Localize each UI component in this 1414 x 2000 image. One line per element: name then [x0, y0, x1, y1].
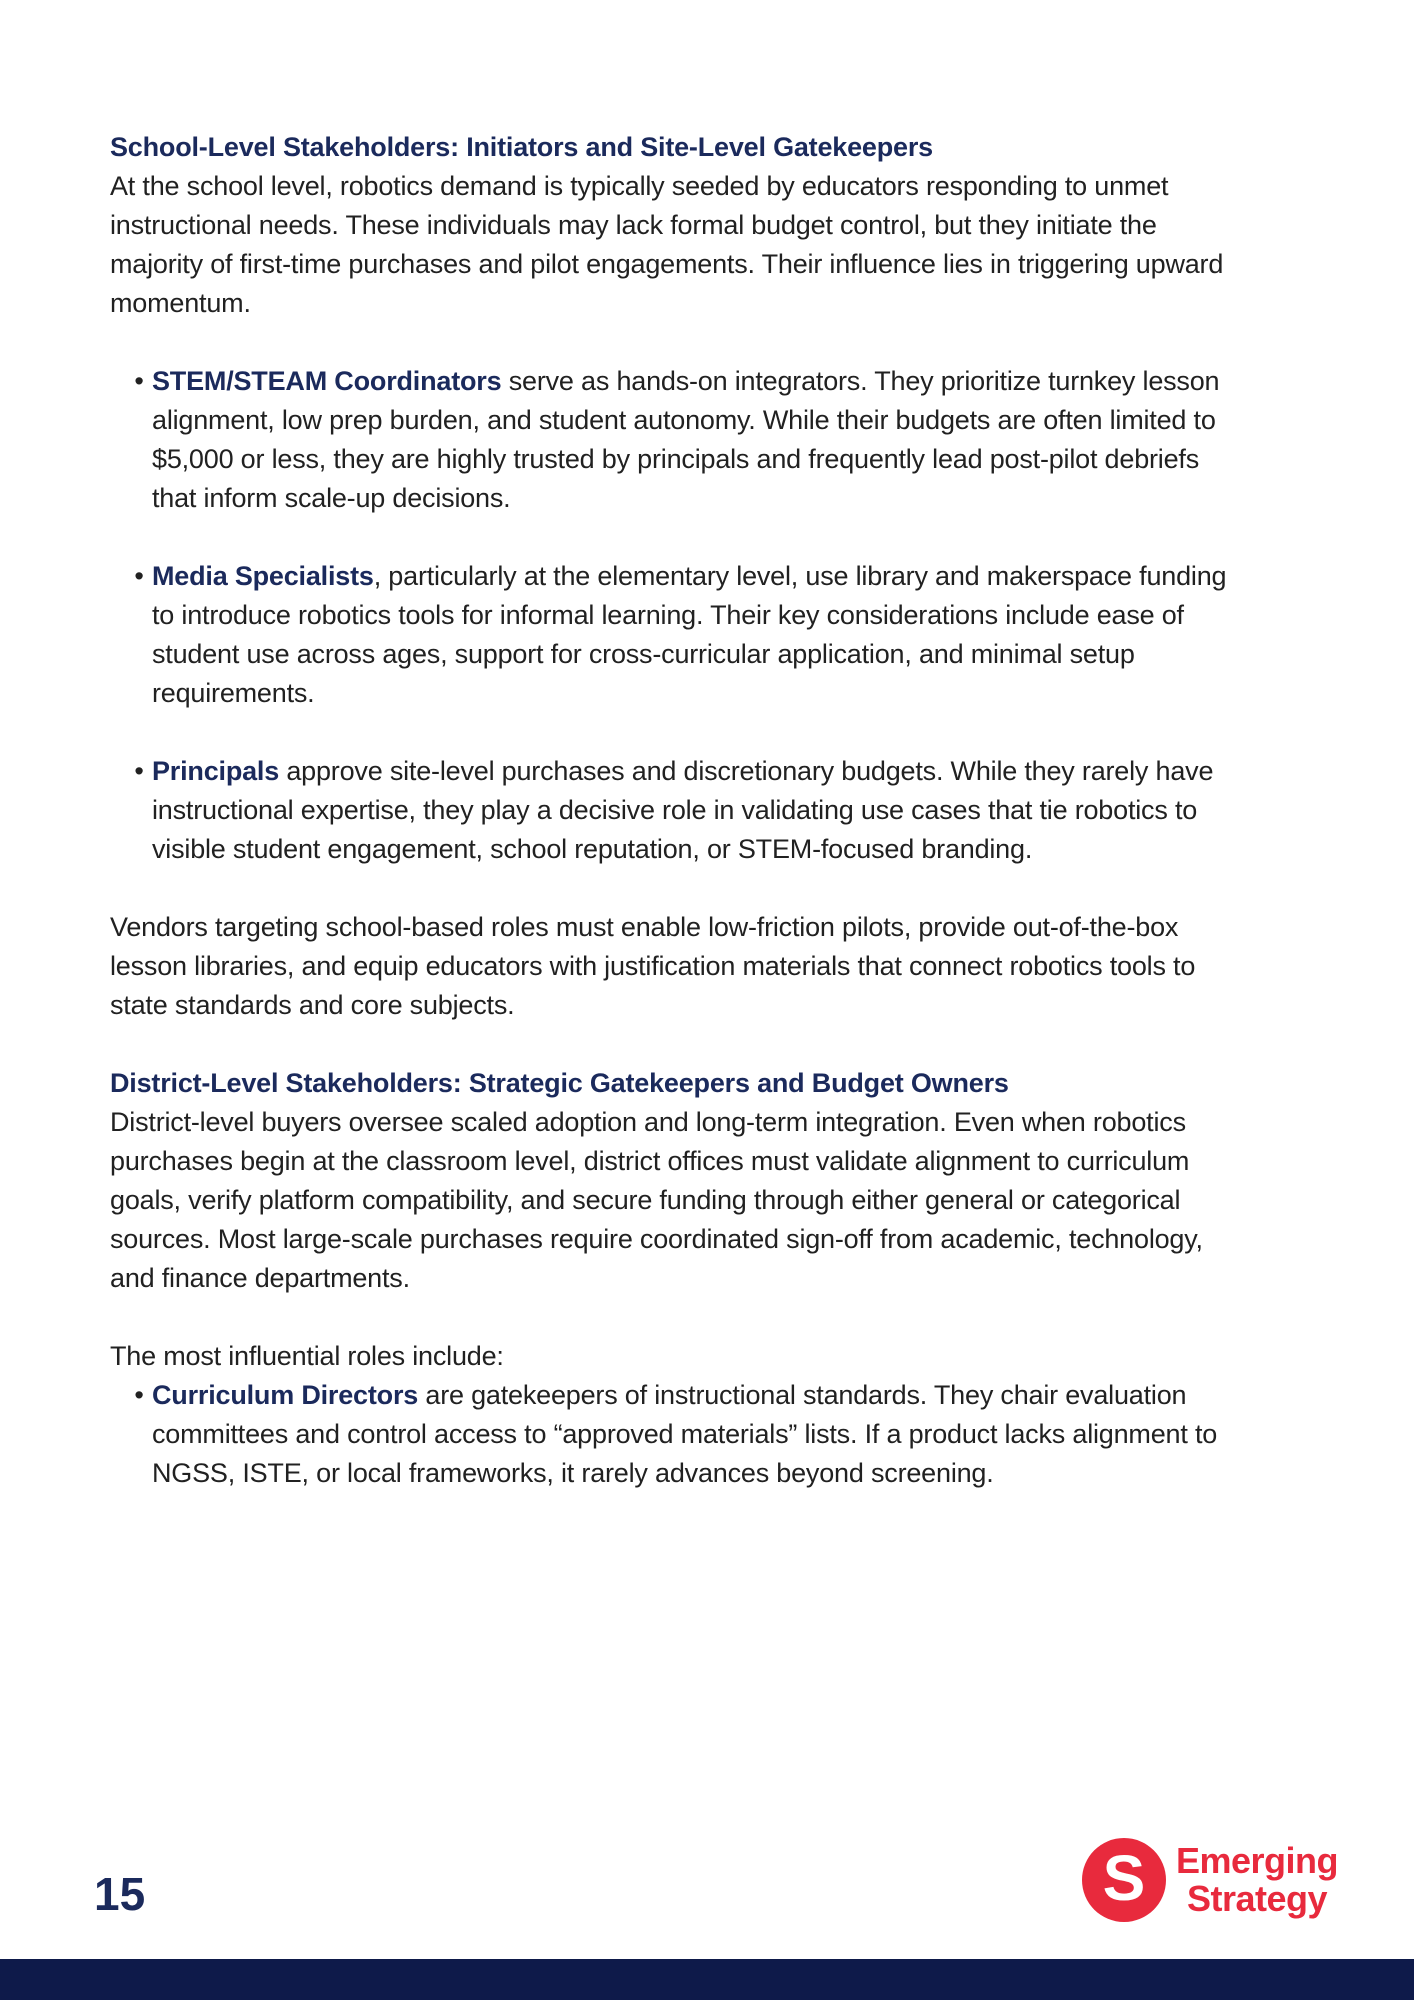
brand-name-line2: Strategy [1186, 1878, 1328, 1919]
bullet-item-stem-coordinators [110, 362, 1248, 518]
roles-lead-in: The most influential roles include: [110, 1341, 504, 1371]
bullet-item-curriculum-directors [110, 1376, 1248, 1493]
bullet-lead: Principals [152, 756, 280, 786]
section-intro-paragraph: District-level buyers oversee scaled adoption and long-term integration. Even when robotics purchases begin at the classroom level, district offices must validate alignment to curriculum goals, verify platform compatibility, and secure funding through either general or categorical sources. Most large-scale purchases require coordinated sign-off from academic, technology, and finance departments. [110, 1107, 1203, 1293]
logo-letter: S [1102, 1842, 1146, 1914]
bullet-lead: STEM/STEAM Coordinators [152, 366, 502, 396]
footer-bar [0, 1959, 1414, 2000]
section-outro-paragraph: Vendors targeting school-based roles must enable low-friction pilots, provide out-of-the-box lesson libraries, and equip educators with justification materials that connect robotics tools to state standards and core subjects. [110, 912, 1196, 1020]
bullet-lead: Curriculum Directors [152, 1380, 419, 1410]
section-heading-district-level: District-Level Stakeholders: Strategic Gatekeepers and Budget Owners [110, 1068, 1009, 1098]
bullet-item-media-specialists [110, 557, 1248, 713]
bullet-dot-icon: • [134, 1380, 144, 1410]
bullet-dot-icon: • [134, 561, 144, 591]
bullet-lead: Media Specialists [152, 561, 374, 591]
section-heading-school-level: School-Level Stakeholders: Initiators and Site-Level Gatekeepers [110, 132, 933, 162]
page-number: 15 [94, 1868, 146, 1920]
bullet-text: approve site-level purchases and discretionary budgets. While they rarely have instructional expertise, they play a decisive role in validating use cases that tie robotics to visible student engagement, school reputation, or STEM-focused branding. [152, 756, 1214, 864]
brand-logo [1082, 1838, 1338, 1922]
bullet-dot-icon: • [134, 756, 144, 786]
brand-logo-text [1176, 1842, 1338, 1918]
section-intro-paragraph: At the school level, robotics demand is typically seeded by educators responding to unmet instructional needs. These individuals may lack formal budget control, but they initiate the majority of first-time purchases and pilot engagements. Their influence lies in triggering upward momentum. [110, 171, 1224, 318]
brand-name-line1: Emerging [1176, 1840, 1339, 1881]
bullet-item-principals [110, 752, 1248, 869]
bullet-text: serve as hands-on integrators. They prioritize turnkey lesson alignment, low prep burden, and student autonomy. While their budgets are often limited to $5,000 or less, they are highly trusted by principals and frequently lead post-pilot debriefs that inform scale-up decisions. [152, 366, 1220, 513]
school-level-bullet-list [110, 362, 1248, 869]
district-level-bullet-list [110, 1376, 1248, 1493]
bullet-text: are gatekeepers of instructional standards. They chair evaluation committees and control access to “approved materials” lists. If a product lacks alignment to NGSS, ISTE, or local frameworks, it rarely advances beyond screening. [152, 1380, 1218, 1488]
emerging-strategy-s-icon [1082, 1838, 1166, 1922]
bullet-dot-icon: • [134, 366, 144, 396]
bullet-text: , particularly at the elementary level, use library and makerspace funding to introduce robotics tools for informal learning. Their key considerations include ease of student use across ages, support for cross-curricular application, and minimal setup requirements. [152, 561, 1227, 708]
page-content [110, 128, 1248, 1493]
